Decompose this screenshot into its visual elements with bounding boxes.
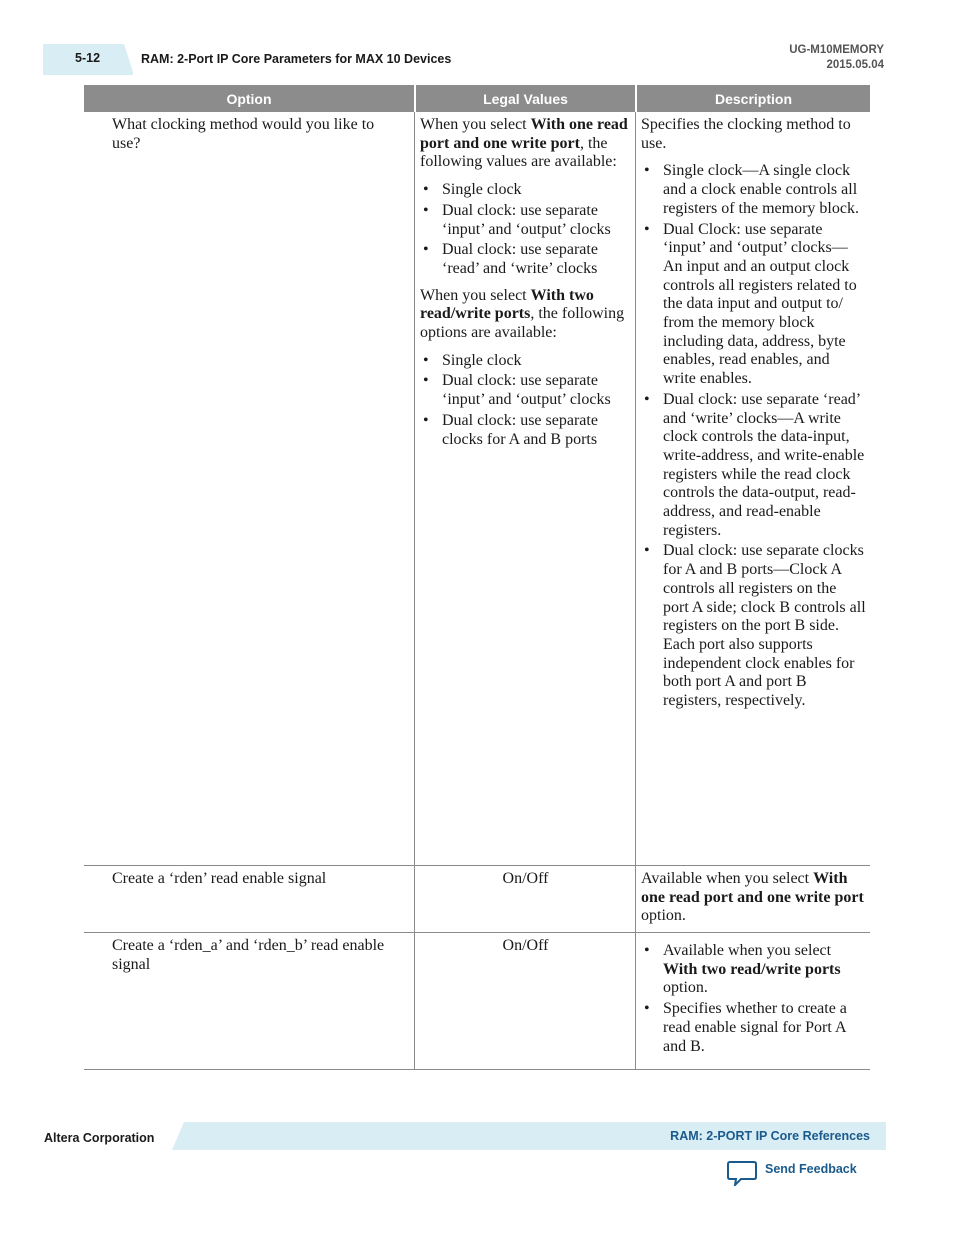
column-header-legal-values: Legal Values bbox=[416, 85, 635, 112]
list-item: • Dual clock: use separate ‘read’ and ‘write’ clocks—A write clock controls the data-input, write-address, and write-enable registers while the read clock controls the data-output, read-address, and read-enable registers. bbox=[641, 391, 866, 541]
table-row bbox=[84, 933, 870, 1070]
list-item: • Single clock—A single clock and a clock enable controls all registers of the memory block. bbox=[641, 162, 866, 218]
send-feedback-link[interactable]: Send Feedback bbox=[765, 1162, 857, 1176]
legal-paragraph: When you select With two read/write ports, the following options are available: bbox=[420, 286, 625, 342]
table-header bbox=[84, 85, 870, 112]
speech-bubble-icon[interactable] bbox=[727, 1160, 757, 1186]
column-header-description: Description bbox=[637, 85, 870, 112]
option-text: Create a ‘rden’ read enable signal bbox=[112, 870, 327, 887]
description-cell bbox=[636, 933, 870, 1069]
description-cell bbox=[636, 112, 870, 865]
list-item: • Dual clock: use separate ‘input’ and ‘output’ clocks bbox=[420, 372, 631, 409]
legal-list bbox=[420, 352, 631, 450]
parameters-table bbox=[84, 85, 870, 1070]
column-header-option: Option bbox=[84, 85, 414, 112]
legal-list bbox=[420, 181, 631, 279]
list-item: • Dual clock: use separate clocks for A and B ports bbox=[420, 412, 631, 449]
legal-values-cell bbox=[415, 112, 636, 865]
table-row bbox=[84, 866, 870, 933]
table-row bbox=[84, 112, 870, 866]
legal-value: On/Off bbox=[502, 937, 549, 954]
description-cell bbox=[636, 866, 870, 932]
doc-date: 2015.05.04 bbox=[826, 59, 884, 71]
list-item: • Single clock bbox=[420, 181, 631, 200]
list-item: • Dual clock: use separate ‘read’ and ‘write’ clocks bbox=[420, 241, 631, 278]
page-number: 5-12 bbox=[75, 51, 101, 65]
description-list bbox=[641, 942, 866, 1056]
list-item: • Specifies whether to create a read enable signal for Port A and B. bbox=[641, 1000, 866, 1056]
list-item: • Dual clock: use separate clocks for A and B ports—Clock A controls all registers on the port A side; clock B controls all registers on the port B side. Each port also supports independent clock enables for both port A and port B registers, respectively. bbox=[641, 542, 866, 710]
option-cell bbox=[84, 112, 415, 865]
option-text: What clocking method would you like to use? bbox=[112, 116, 375, 152]
list-item: • Single clock bbox=[420, 352, 631, 371]
doc-id: UG-M10MEMORY bbox=[789, 44, 884, 56]
page-title: RAM: 2-Port IP Core Parameters for MAX 10 Devices bbox=[141, 52, 452, 66]
legal-values-cell bbox=[415, 933, 636, 1069]
legal-values-cell bbox=[415, 866, 636, 932]
option-cell bbox=[84, 866, 415, 932]
description-list bbox=[641, 162, 866, 710]
list-item: • Available when you select With two read/write ports option. bbox=[641, 942, 866, 998]
doc-info bbox=[789, 43, 884, 73]
option-text: Create a ‘rden_a’ and ‘rden_b’ read enable signal bbox=[112, 937, 385, 973]
list-item: • Dual clock: use separate ‘input’ and ‘output’ clocks bbox=[420, 202, 631, 239]
legal-value: On/Off bbox=[502, 870, 549, 887]
reference-link[interactable]: RAM: 2-PORT IP Core References bbox=[670, 1129, 870, 1143]
company-name: Altera Corporation bbox=[44, 1131, 155, 1145]
legal-paragraph: When you select With one read port and one write port, the following values are available: bbox=[420, 116, 628, 171]
description-intro: Specifies the clocking method to use. bbox=[641, 116, 851, 152]
option-cell bbox=[84, 933, 415, 1069]
description-text: Available when you select With one read port and one write port option. bbox=[641, 870, 864, 925]
list-item: • Dual Clock: use separate ‘input’ and ‘output’ clocks—An input and an output clock controls all registers related to the data input and output to/ from the memory block including data, address, byte enables, read enables, and write enables. bbox=[641, 221, 866, 389]
